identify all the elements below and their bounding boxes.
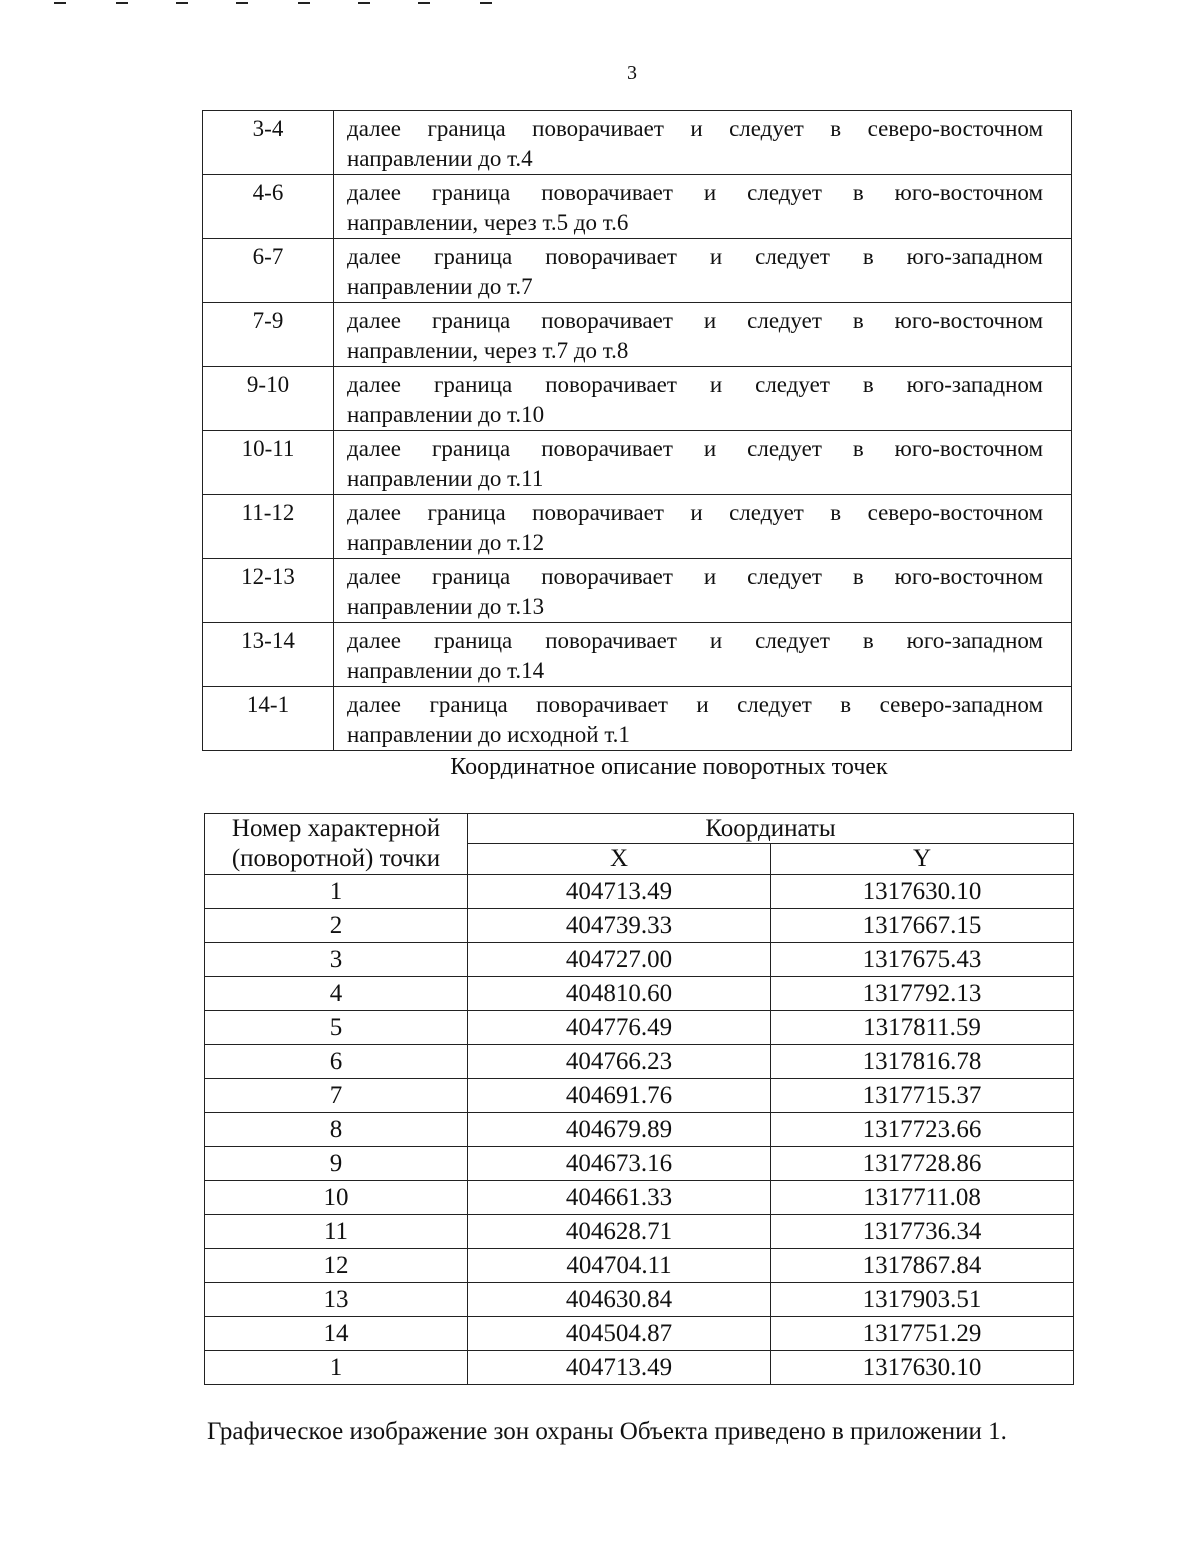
footer-note: Графическое изображение зон охраны Объекта приведено в приложении 1. [207, 1418, 1007, 1445]
x-cell: 404630.84 [468, 1283, 771, 1317]
header-y: Y [771, 844, 1074, 875]
description-line2: направлении до т.14 [347, 658, 545, 683]
description-line2: направлении до исходной т.1 [347, 722, 630, 747]
x-cell: 404691.76 [468, 1079, 771, 1113]
scan-mark [54, 2, 66, 4]
coordinate-row [205, 1249, 1074, 1283]
description-line1: далее граница поворачивает и следует в северо-западном [347, 692, 1043, 717]
y-cell: 1317728.86 [771, 1147, 1074, 1181]
description-line2: направлении, через т.5 до т.6 [347, 210, 629, 235]
description-line1: далее граница поворачивает и следует в юго-восточном [347, 180, 1043, 205]
point-cell: 11 [205, 1215, 468, 1249]
coordinate-row [205, 1147, 1074, 1181]
segment-description [334, 431, 1072, 495]
x-cell: 404727.00 [468, 943, 771, 977]
coordinate-row [205, 1079, 1074, 1113]
boundary-row [203, 431, 1072, 495]
y-cell: 1317792.13 [771, 977, 1074, 1011]
scan-mark [480, 2, 492, 4]
point-cell: 7 [205, 1079, 468, 1113]
scan-mark [298, 2, 310, 4]
segment-description [334, 111, 1072, 175]
segment-description [334, 367, 1072, 431]
point-cell: 10 [205, 1181, 468, 1215]
point-cell: 9 [205, 1147, 468, 1181]
header-x: X [468, 844, 771, 875]
description-line1: далее граница поворачивает и следует в юго-восточном [347, 308, 1043, 333]
description-line1: далее граница поворачивает и следует в юго-восточном [347, 436, 1043, 461]
segment-cell: 3-4 [203, 111, 334, 175]
scan-mark [176, 2, 188, 4]
y-cell: 1317630.10 [771, 1351, 1074, 1385]
x-cell: 404661.33 [468, 1181, 771, 1215]
segment-cell: 11-12 [203, 495, 334, 559]
coordinate-row [205, 943, 1074, 977]
coordinate-row [205, 1283, 1074, 1317]
description-line2: направлении до т.12 [347, 530, 545, 555]
point-cell: 4 [205, 977, 468, 1011]
description-line2: направлении до т.13 [347, 594, 545, 619]
y-cell: 1317751.29 [771, 1317, 1074, 1351]
coordinate-row [205, 909, 1074, 943]
coordinate-row [205, 1317, 1074, 1351]
segment-description [334, 239, 1072, 303]
description-line1: далее граница поворачивает и следует в северо-восточном [347, 500, 1043, 525]
coordinate-row [205, 875, 1074, 909]
scan-edge-marks [40, 0, 520, 6]
point-cell: 2 [205, 909, 468, 943]
description-line1: далее граница поворачивает и следует в юго-западном [347, 628, 1043, 653]
x-cell: 404628.71 [468, 1215, 771, 1249]
x-cell: 404776.49 [468, 1011, 771, 1045]
description-line2: направлении до т.7 [347, 274, 533, 299]
coordinates-body [205, 875, 1074, 1385]
segment-description [334, 687, 1072, 751]
point-cell: 8 [205, 1113, 468, 1147]
description-line2: направлении до т.10 [347, 402, 545, 427]
point-cell: 6 [205, 1045, 468, 1079]
scan-mark [116, 2, 128, 4]
x-cell: 404713.49 [468, 1351, 771, 1385]
y-cell: 1317811.59 [771, 1011, 1074, 1045]
scan-mark [358, 2, 370, 4]
coordinate-row [205, 1215, 1074, 1249]
y-cell: 1317715.37 [771, 1079, 1074, 1113]
point-cell: 3 [205, 943, 468, 977]
y-cell: 1317816.78 [771, 1045, 1074, 1079]
header-point-line2: (поворотной) точки [231, 845, 441, 872]
boundary-row [203, 623, 1072, 687]
x-cell: 404810.60 [468, 977, 771, 1011]
y-cell: 1317667.15 [771, 909, 1074, 943]
segment-cell: 6-7 [203, 239, 334, 303]
header-point-line1: Номер характерной [231, 815, 441, 842]
boundary-row [203, 687, 1072, 751]
page-number: 3 [627, 62, 637, 84]
boundary-row [203, 239, 1072, 303]
y-cell: 1317736.34 [771, 1215, 1074, 1249]
y-cell: 1317675.43 [771, 943, 1074, 977]
segment-cell: 12-13 [203, 559, 334, 623]
point-cell: 5 [205, 1011, 468, 1045]
coordinate-row [205, 1351, 1074, 1385]
point-cell: 12 [205, 1249, 468, 1283]
x-cell: 404739.33 [468, 909, 771, 943]
segment-description [334, 495, 1072, 559]
coordinate-row [205, 1113, 1074, 1147]
segment-description [334, 175, 1072, 239]
scan-mark [236, 2, 248, 4]
segment-description [334, 623, 1072, 687]
x-cell: 404673.16 [468, 1147, 771, 1181]
segment-cell: 9-10 [203, 367, 334, 431]
description-line2: направлении до т.4 [347, 146, 533, 171]
boundary-row [203, 367, 1072, 431]
x-cell: 404766.23 [468, 1045, 771, 1079]
boundary-row [203, 303, 1072, 367]
coordinates-table [204, 813, 1074, 1385]
y-cell: 1317903.51 [771, 1283, 1074, 1317]
scan-mark [418, 2, 430, 4]
segment-description [334, 303, 1072, 367]
segment-cell: 13-14 [203, 623, 334, 687]
description-line1: далее граница поворачивает и следует в юго-западном [347, 372, 1043, 397]
description-line2: направлении до т.11 [347, 466, 544, 491]
boundary-row [203, 495, 1072, 559]
description-line1: далее граница поворачивает и следует в юго-западном [347, 244, 1043, 269]
x-cell: 404713.49 [468, 875, 771, 909]
coordinate-row [205, 1181, 1074, 1215]
y-cell: 1317711.08 [771, 1181, 1074, 1215]
boundary-row [203, 559, 1072, 623]
description-line1: далее граница поворачивает и следует в юго-восточном [347, 564, 1043, 589]
y-cell: 1317630.10 [771, 875, 1074, 909]
segment-cell: 7-9 [203, 303, 334, 367]
y-cell: 1317867.84 [771, 1249, 1074, 1283]
boundary-description-body [203, 111, 1072, 751]
description-line2: направлении, через т.7 до т.8 [347, 338, 629, 363]
header-point-number [205, 814, 468, 875]
y-cell: 1317723.66 [771, 1113, 1074, 1147]
point-cell: 13 [205, 1283, 468, 1317]
coordinates-header [205, 814, 1074, 875]
boundary-row [203, 175, 1072, 239]
segment-cell: 14-1 [203, 687, 334, 751]
coordinate-row [205, 977, 1074, 1011]
boundary-description-table [202, 110, 1072, 751]
segment-cell: 4-6 [203, 175, 334, 239]
segment-cell: 10-11 [203, 431, 334, 495]
x-cell: 404679.89 [468, 1113, 771, 1147]
point-cell: 1 [205, 1351, 468, 1385]
coordinate-row [205, 1045, 1074, 1079]
x-cell: 404704.11 [468, 1249, 771, 1283]
segment-description [334, 559, 1072, 623]
section-title: Координатное описание поворотных точек [450, 754, 888, 780]
boundary-row [203, 111, 1072, 175]
point-cell: 1 [205, 875, 468, 909]
x-cell: 404504.87 [468, 1317, 771, 1351]
header-coordinates: Координаты [468, 814, 1074, 844]
coordinate-row [205, 1011, 1074, 1045]
point-cell: 14 [205, 1317, 468, 1351]
description-line1: далее граница поворачивает и следует в северо-восточном [347, 116, 1043, 141]
